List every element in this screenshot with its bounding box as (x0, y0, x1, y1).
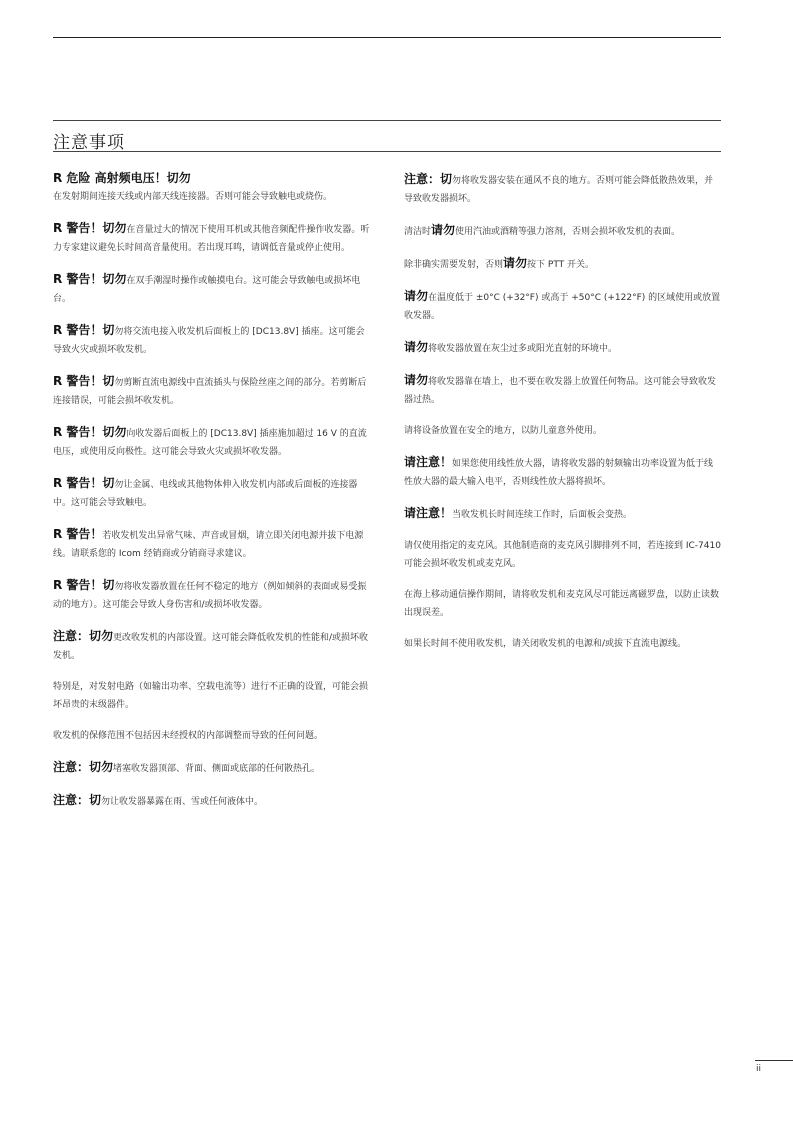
right-column (404, 170, 722, 666)
precaution-item (53, 170, 371, 206)
precaution-lead: R 警告！切勿 (53, 272, 127, 286)
precaution-item (404, 221, 722, 241)
precaution-text: 按下 PTT 开关。 (527, 260, 595, 270)
precaution-lead: R 警告！切 (53, 374, 115, 388)
left-column (53, 170, 371, 824)
precaution-item (53, 474, 371, 512)
precaution-text: 特别是，对发射电路（如输出功率、空载电流等）进行不正确的设置，可能会损坏昂贵的末级器件。 (53, 682, 369, 710)
precaution-lead: 请勿 (404, 289, 429, 303)
precaution-item (53, 727, 371, 745)
precaution-text: 勿将交流电接入收发机后面板上的 [DC13.8V] 插座。这可能会导致火灾或损坏收发机。 (53, 327, 365, 355)
precaution-item (404, 338, 722, 358)
precaution-lead: 注意：切 (53, 793, 102, 807)
precaution-item (53, 627, 371, 665)
precaution-item (404, 537, 722, 573)
precaution-item (53, 321, 371, 359)
section-title: 注意事项 (53, 133, 125, 153)
precaution-lead: 请勿 (431, 223, 456, 237)
precaution-lead: R 警告！切 (53, 578, 115, 592)
precaution-lead: R 警告！切勿 (53, 221, 127, 235)
precaution-item (53, 270, 371, 308)
precaution-lead: R 警告！切 (53, 476, 115, 490)
header-rule (53, 37, 721, 38)
precaution-text: 在双手潮湿时操作或触摸电台。这可能会导致触电或损坏电台。 (53, 276, 361, 304)
precaution-prefix: 清洁时 (404, 227, 432, 237)
precaution-item (404, 635, 722, 653)
precaution-text: 勿剪断直流电源线中直流插头与保险丝座之间的部分。若剪断后连接错误，可能会损坏收发机。 (53, 378, 367, 406)
precaution-text: 在温度低于 ±0°C (+32°F) 或高于 +50°C (+122°F) 的区域使用或放置收发器。 (404, 293, 721, 321)
precaution-text: 请仅使用指定的麦克风。其他制造商的麦克风引脚排列不同，若连接到 IC-7410 可能会损坏收发机或麦克风。 (404, 541, 721, 569)
precaution-lead: R 警告！切勿 (53, 425, 127, 439)
precaution-text: 勿将收发器安装在通风不良的地方。否则可能会降低散热效果，并导致收发器损坏。 (404, 176, 714, 204)
precaution-text: 勿将收发器放置在任何不稳定的地方（例如倾斜的表面或易受振动的地方）。这可能会导致人身伤害和/或损坏收发器。 (53, 582, 367, 610)
precaution-lead: 请注意！ (404, 455, 453, 469)
precaution-lead: 注意：切勿 (53, 760, 114, 774)
precaution-lead: 注意：切勿 (53, 629, 114, 643)
precaution-text: 当收发机长时间连续工作时，后面板会变热。 (452, 510, 633, 520)
precaution-item (404, 287, 722, 325)
precaution-text: 使用汽油或酒精等强力溶剂，否则会损坏收发机的表面。 (455, 227, 681, 237)
precaution-item (53, 758, 371, 778)
precaution-text: 若收发机发出异常气味、声音或冒烟，请立即关闭电源并拔下电源线。请联系您的 Icom 经销商或分销商寻求建议。 (53, 531, 364, 559)
precaution-lead: 请勿 (503, 256, 528, 270)
precaution-text: 向收发器后面板上的 [DC13.8V] 插座施加超过 16 V 的直流电压，或使用反向极性。这可能会导致火灾或损坏收发器。 (53, 429, 367, 457)
precaution-item (404, 254, 722, 274)
precaution-item (404, 371, 722, 409)
precaution-lead: R 危险 高射频电压！切勿 (53, 171, 191, 185)
precaution-lead: R 警告！ (53, 527, 103, 541)
precaution-text: 在发射期间连接天线或内部天线连接器。否则可能会导致触电或烧伤。 (53, 192, 333, 202)
precaution-text: 更改收发机的内部设置。这可能会降低收发机的性能和/或损坏收发机。 (53, 633, 369, 661)
precaution-text: 在音量过大的情况下使用耳机或其他音频配件操作收发器。听力专家建议避免长时间高音量使用。若出现耳鸣，请调低音量或停止使用。 (53, 225, 370, 253)
precaution-text: 勿让收发器暴露在雨、雪或任何液体中。 (101, 797, 264, 807)
precaution-lead: 请注意！ (404, 506, 453, 520)
precaution-text: 如果您使用线性放大器，请将收发器的射频输出功率设置为低于线性放大器的最大输入电平，否则线性放大器将损坏。 (404, 459, 714, 487)
precaution-text: 将收发器靠在墙上，也不要在收发器上放置任何物品。这可能会导致收发器过热。 (404, 377, 717, 405)
precaution-text: 收发机的保修范围不包括因未经授权的内部调整而导致的任何问题。 (53, 731, 324, 741)
precaution-item (53, 423, 371, 461)
precaution-lead: R 警告！切 (53, 323, 115, 337)
precaution-item (53, 525, 371, 563)
precaution-lead: 请勿 (404, 373, 429, 387)
precaution-item (404, 453, 722, 491)
precaution-item (53, 678, 371, 714)
precaution-item (404, 422, 722, 440)
precaution-text: 在海上移动通信操作期间，请将收发机和麦克风尽可能远离磁罗盘，以防止读数出现误差。 (404, 590, 720, 618)
precaution-text: 请将设备放置在安全的地方，以防儿童意外使用。 (404, 426, 603, 436)
precaution-item (53, 791, 371, 811)
precaution-item (404, 504, 722, 524)
precaution-text: 如果长时间不使用收发机，请关闭收发机的电源和/或拔下直流电源线。 (404, 639, 687, 649)
precaution-lead: 注意：切 (404, 172, 453, 186)
precaution-lead: 请勿 (404, 340, 429, 354)
page-number: ii (755, 1064, 761, 1074)
precaution-text: 勿让金属、电线或其他物体伸入收发机内部或后面板的连接器中。这可能会导致触电。 (53, 480, 358, 508)
precaution-item (53, 372, 371, 410)
precaution-prefix: 除非确实需要发射，否则 (404, 260, 504, 270)
title-underline (53, 151, 721, 152)
precaution-text: 将收发器放置在灰尘过多或阳光直射的环境中。 (428, 344, 618, 354)
precaution-item (53, 576, 371, 614)
page-number-rule (755, 1060, 793, 1061)
precaution-text: 堵塞收发器顶部、背面、侧面或底部的任何散热孔。 (113, 764, 321, 774)
precaution-item (404, 586, 722, 622)
precaution-item (53, 219, 371, 257)
section-rule (53, 120, 721, 121)
precaution-item (404, 170, 722, 208)
